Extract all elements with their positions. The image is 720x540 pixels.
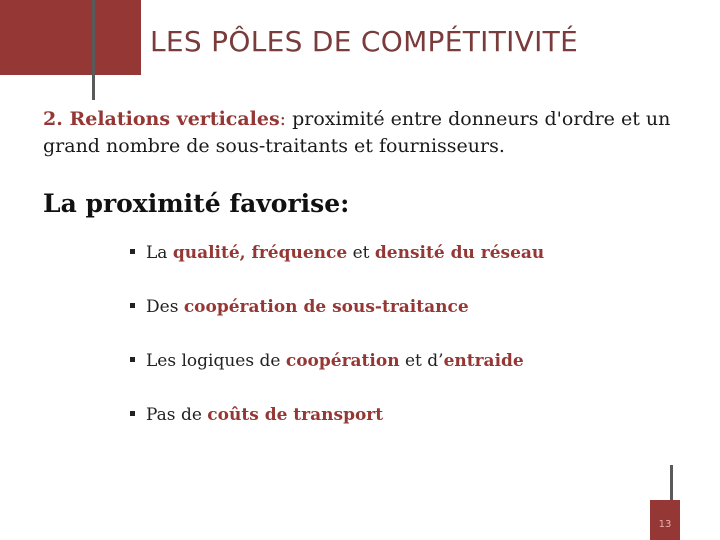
intro-paragraph xyxy=(43,106,703,159)
bullet-item xyxy=(130,351,544,405)
bullet-item xyxy=(130,243,544,297)
section-heading: La proximité favorise: xyxy=(43,189,350,218)
keyword: densité du réseau xyxy=(374,243,545,263)
square-bullet-icon xyxy=(130,249,135,254)
keyword: coûts de transport xyxy=(207,405,384,425)
bullet-text: Pas de coûts de transport xyxy=(146,405,384,425)
keyword: entraide xyxy=(443,351,524,371)
intro-colon: : xyxy=(279,108,287,130)
bullet-item xyxy=(130,405,544,459)
intro-term: 2. Relations verticales xyxy=(43,108,280,130)
slide-title: LES PÔLES DE COMPÉTITIVITÉ xyxy=(150,25,579,58)
keyword: qualité, fréquence xyxy=(172,243,348,263)
keyword: coopération xyxy=(285,351,400,371)
square-bullet-icon xyxy=(130,357,135,362)
page-number: 13 xyxy=(658,519,672,530)
bullet-item xyxy=(130,297,544,351)
square-bullet-icon xyxy=(130,411,135,416)
intro-text: proximité entre donneurs d'ordre et un grand nombre de sous-traitants et fournisseurs. xyxy=(43,108,671,157)
title-divider xyxy=(92,0,95,100)
bullet-text: Les logiques de coopération et d’entraide xyxy=(146,351,524,371)
keyword: coopération de sous-traitance xyxy=(183,297,469,317)
square-bullet-icon xyxy=(130,303,135,308)
bullet-text: La qualité, fréquence et densité du réseau xyxy=(146,243,545,263)
bullet-list xyxy=(130,243,544,459)
corner-accent-block xyxy=(0,0,141,75)
bullet-text: Des coopération de sous-traitance xyxy=(146,297,469,317)
